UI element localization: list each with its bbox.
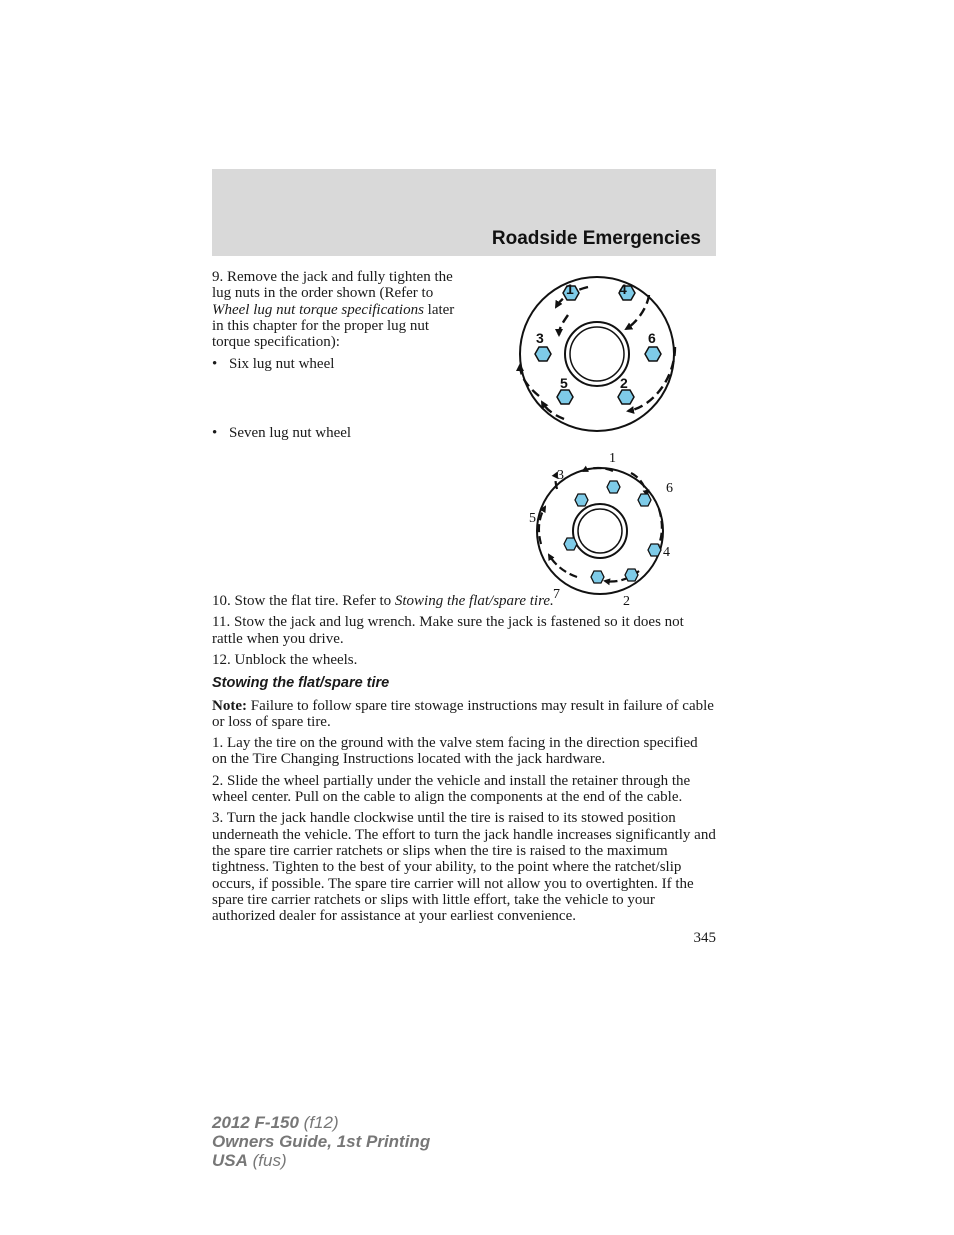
seven-lug-nut-diagram <box>525 449 675 609</box>
bullet-seven-label: Seven lug nut wheel <box>229 424 352 441</box>
bullet-seven-lug <box>212 425 484 441</box>
wheel-hub-outer <box>573 504 627 558</box>
footer-region-code: (fus) <box>247 1151 287 1170</box>
stowing-reference: Stowing the flat/spare tire. <box>394 593 554 610</box>
six-lug-nut-diagram <box>512 269 682 439</box>
section-title: Roadside Emergencies <box>491 228 701 249</box>
note-text: Failure to follow spare tire stowage instructions may result in failure of cable or loss of spare tire. <box>212 697 714 730</box>
footer-line-3 <box>212 1151 430 1170</box>
lug-label-2: 2 <box>620 375 628 391</box>
footer-line-1 <box>212 1113 430 1132</box>
bullet-dot: • <box>212 356 218 373</box>
lug-label-5: 5 <box>529 511 536 526</box>
bullet-six-label: Six lug nut wheel <box>229 356 335 373</box>
subheading-stowing: Stowing the flat/spare tire <box>212 675 390 692</box>
note-label: Note: <box>212 697 247 714</box>
lug-label-6: 6 <box>648 330 656 346</box>
note <box>212 698 716 731</box>
lug-label-5: 5 <box>560 375 568 391</box>
header-band <box>212 169 716 256</box>
torque-specifications-reference: Wheel lug nut torque specifications <box>212 301 424 318</box>
step-12: 12. Unblock the wheels. <box>212 651 358 668</box>
stow-step-1: 1. Lay the tire on the ground with the valve stem facing in the direction specified on the Tire Changing Instructions located with the jack hardware. <box>212 735 698 768</box>
page-number: 345 <box>693 930 716 947</box>
lug-label-6: 6 <box>666 481 673 496</box>
lug-label-3: 3 <box>536 330 544 346</box>
step-9-text-end: later in this chapter for the proper lug nut torque specification): <box>212 301 455 351</box>
stow-step-3: 3. Turn the jack handle clockwise until the tire is raised to its stowed position underneath the vehicle. The effort to turn the jack handle increases significantly and the spare tire carrier ratchets or slips when the tire is raised to the maximum tightness. Tighten to the best of your ability, to the point where the ratchet/slip occurs, if possible. The spare tire carrier will not allow you to overtighten. If the spare tire carrier ratchets or slips with little effort, take the vehicle to your authorized dealer for assistance at your earliest convenience. <box>212 810 716 925</box>
footer-code: (f12) <box>298 1113 339 1132</box>
lug-label-1: 1 <box>609 451 616 466</box>
footer-printing: Owners Guide, 1st Printing <box>212 1132 431 1151</box>
lug-label-1: 1 <box>566 281 574 297</box>
step-9 <box>212 269 467 350</box>
step-10-text: 10. Stow the flat tire. Refer to <box>212 593 395 610</box>
lug-label-4: 4 <box>663 545 670 560</box>
step-9-text: 9. Remove the jack and fully tighten the lug nuts in the order shown (Refer to <box>212 269 453 302</box>
page-content <box>212 269 716 947</box>
bullet-six-lug <box>212 356 484 372</box>
document-footer <box>212 1113 430 1170</box>
lug-label-3: 3 <box>557 468 564 483</box>
wheel-hub-inner <box>578 509 622 553</box>
step-11: 11. Stow the jack and lug wrench. Make sure the jack is fastened so it does not rattle when you drive. <box>212 614 684 647</box>
footer-region: USA <box>212 1151 248 1170</box>
footer-line-2 <box>212 1132 430 1151</box>
footer-model: 2012 F-150 <box>212 1113 299 1132</box>
wheel-hub-inner <box>570 327 624 381</box>
lug-label-4: 4 <box>619 281 627 297</box>
stow-step-2: 2. Slide the wheel partially under the vehicle and install the retainer through the wheel center. Pull on the cable to align the components at the end of the cable. <box>212 772 691 806</box>
lug-label-2: 2 <box>623 594 630 609</box>
bullet-dot: • <box>212 424 218 441</box>
lug-label-7: 7 <box>553 587 560 602</box>
